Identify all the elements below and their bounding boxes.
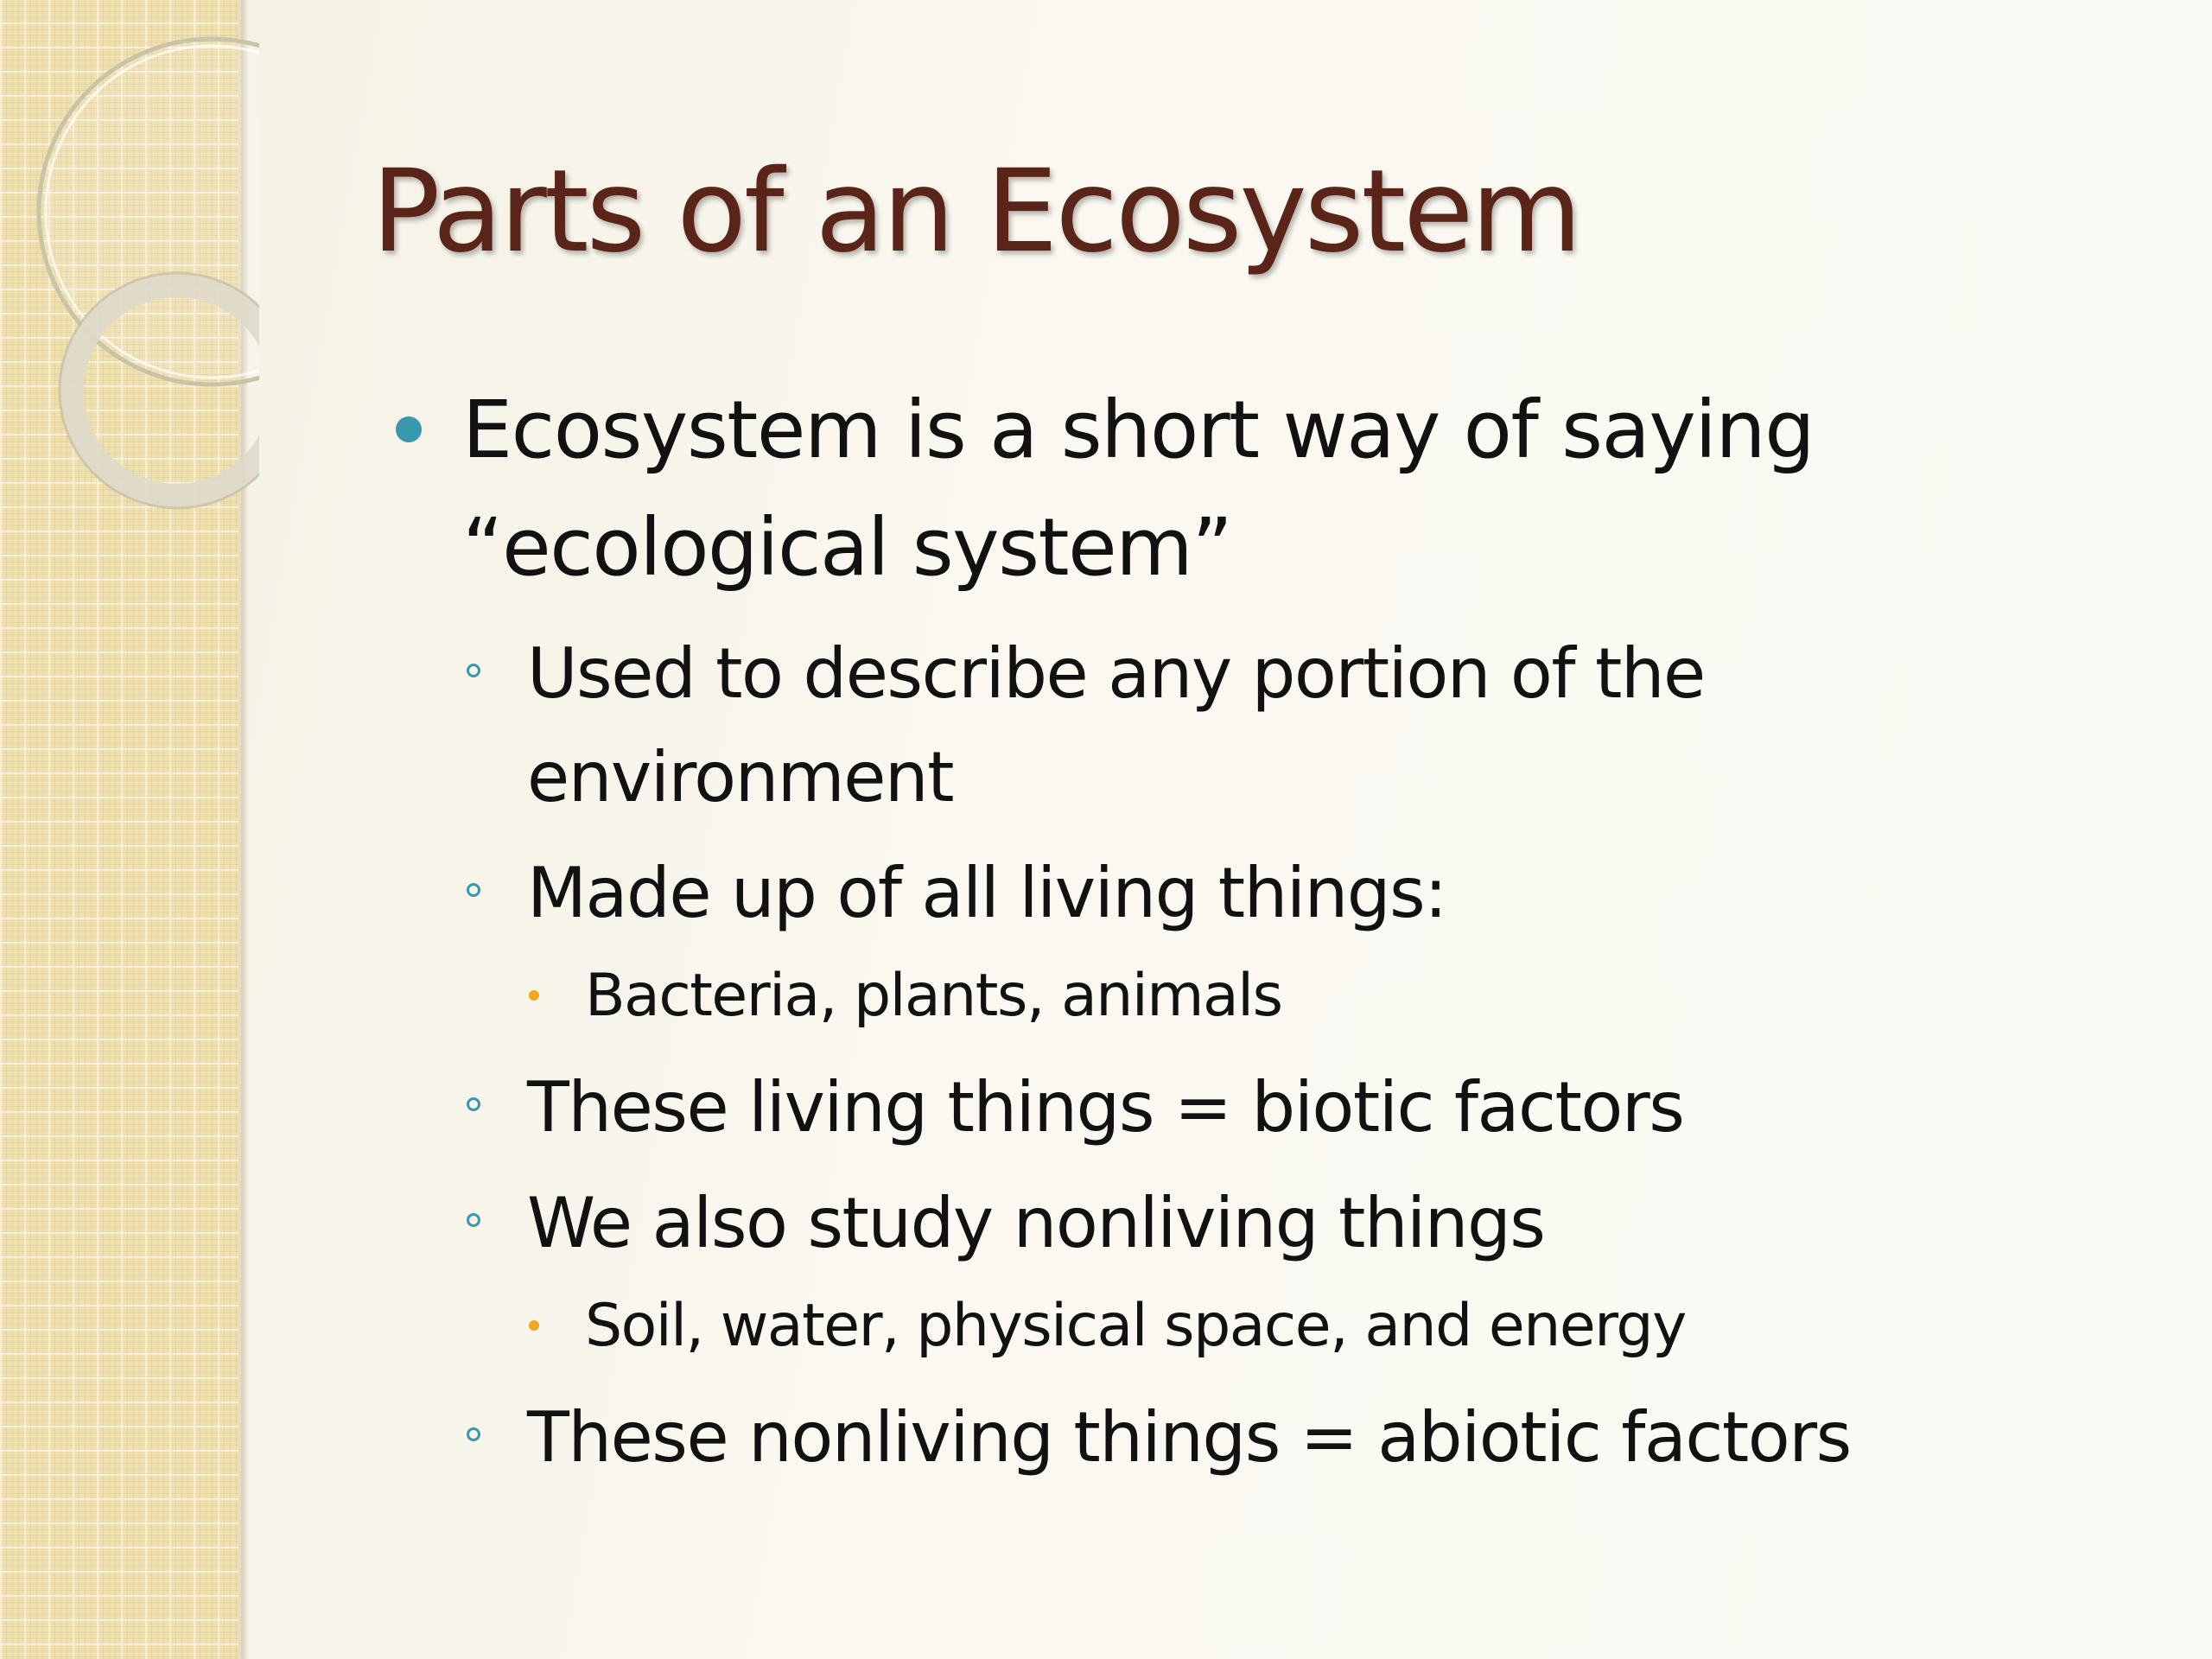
sub-bullet-item-living-things <box>467 842 2022 945</box>
bullet-text: Ecosystem is a short way of saying “ecological system” <box>462 384 1815 594</box>
sub-bullet-text: Made up of all living things: <box>527 853 1446 933</box>
sub-sub-bullet-text: Bacteria, plants, animals <box>585 962 1282 1030</box>
sub-bullet-item-biotic-factors <box>467 1056 2022 1160</box>
small-dot-bullet-icon <box>529 990 539 1001</box>
hollow-circle-bullet-icon <box>467 664 480 677</box>
sub-bullet-item-abiotic-factors <box>467 1386 2022 1490</box>
bullet-list <box>380 372 2022 1490</box>
sub-bullet-item-describe-portion <box>467 622 2022 830</box>
filled-circle-bullet-icon <box>396 416 422 442</box>
sub-bullet-item-nonliving-things <box>467 1172 2022 1275</box>
decorative-rings <box>0 0 259 570</box>
sub-bullet-text: Used to describe any portion of the environment <box>527 633 1705 817</box>
large-ring <box>39 39 259 385</box>
sub-sub-bullet-item-abiotic-examples <box>527 1279 2022 1374</box>
slide-title: Parts of an Ecosystem <box>372 145 1580 278</box>
sub-bullet-text: We also study nonliving things <box>527 1183 1545 1263</box>
small-dot-bullet-icon <box>529 1320 539 1331</box>
sub-sub-bullet-item-organisms <box>527 949 2022 1044</box>
sub-sub-bullet-text: Soil, water, physical space, and energy <box>585 1292 1686 1360</box>
hollow-circle-bullet-icon <box>467 1213 480 1227</box>
bullet-item-ecosystem-definition <box>380 372 2022 607</box>
hollow-circle-bullet-icon <box>467 883 480 897</box>
sub-bullet-text: These living things = biotic factors <box>527 1067 1684 1147</box>
sub-bullet-text: These nonliving things = abiotic factors <box>527 1397 1851 1478</box>
hollow-circle-bullet-icon <box>467 1097 480 1111</box>
hollow-circle-bullet-icon <box>467 1427 480 1441</box>
